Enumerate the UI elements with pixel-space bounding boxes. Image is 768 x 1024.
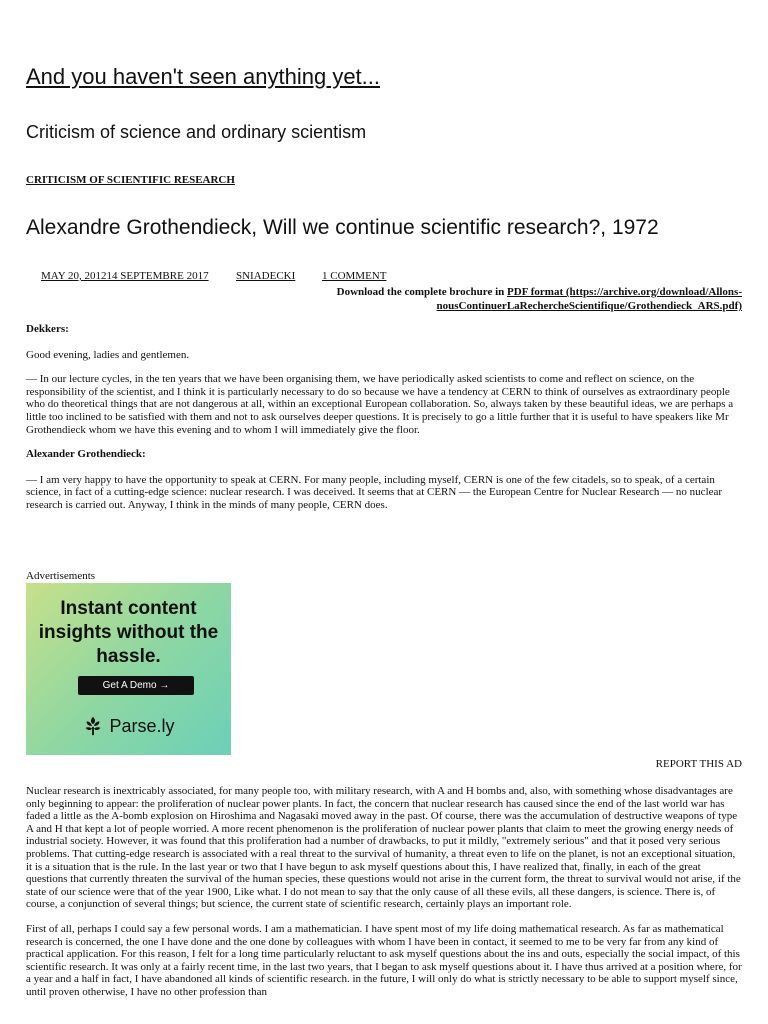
speaker-grothendieck: Alexander Grothendieck: bbox=[26, 448, 146, 461]
paragraph: — I am very happy to have the opportunity to speak at CERN. For many people, including myself, CERN is one of the few citadels, so to speak, of a certain science, in fact of a cutting-edge science: nuclear research. I was deceived. It seems that at CERN — the European Centre for Nuclear Research — no nuclear research is carried out. Anyway, I think in the minds of many people, CERN does. bbox=[26, 473, 723, 511]
paragraph: Nuclear research is inextricably associated, for many people too, with military research, with A and H bombs and, also, with something whose disadvantages are only beginning to appear: the proliferation of nuclear power plants. In fact, the concern that nuclear research has caused since the end of the last world war has faded a little as the A-bomb explosion on Hiroshima and Nagasaki moved away in the past. Of course, there was the accumulation of destructive weapons of type A and H that kept a lot of people worried. A more recent phenomenon is the proliferation of nuclear power plants that claim to meet the growing energy needs of industrial society. However, it was found that this proliferation had a number of drawbacks, to put it mildly, "extremely serious" and that it posed very serious problems. That cutting-edge research is associated with a real threat to the survival of humanity, a threat even to life on the planet, is not an exceptional situation, it is a situation that is the rule. In the last year or two that I have begun to ask myself questions about this, I have realized that, finally, in each of the great questions that currently threaten the survival of the human species, these questions would not arise in the current form, the threat to survival would not arise, if the state of our science were that of the year 1900, Like what. I do not mean to say that the only cause of all these evils, all these dangers, is science. There is, of course, a conjunction of several things; but science, the current state of scientific research, certainly plays an important role. bbox=[26, 785, 741, 911]
ad-brand: Parse.ly bbox=[109, 715, 175, 736]
post-content-top bbox=[26, 323, 742, 512]
paragraph: — In our lecture cycles, in the ten years that we have been organising them, we have periodically asked scientists to come and reflect on science, on the responsibility of the scientist, and I think it is particularly necessary to do so because we have a tendency at CERN to think of ourselves as extraordinary people who do theoretical things that are not dangerous at all, within an exceptional European collaboration. So, always taken by these beautiful ideas, we are perhaps a little too inclined to be satisfied with them and not to ask ourselves deeper questions. It is precisely to go a little further that it is useful to have speakers like Mr Grothendieck whom we have this evening and to whom I will immediately give the floor. bbox=[26, 373, 734, 436]
post-title: Alexandre Grothendieck, Will we continue scientific research?, 1972 bbox=[26, 216, 659, 239]
site-description: Criticism of science and ordinary scientism bbox=[26, 122, 367, 142]
site-title bbox=[26, 64, 380, 90]
pdf-download-link[interactable]: PDF format (https://archive.org/download/Allons-nousContinuerLaRechercheScientifique/Grothendieck_ARS.pdf) bbox=[436, 286, 742, 312]
download-notice bbox=[300, 285, 742, 313]
download-prefix: Download the complete brochure in bbox=[336, 286, 508, 298]
report-ad-link[interactable]: REPORT THIS AD bbox=[655, 758, 742, 770]
ad-label: Advertisements bbox=[26, 570, 96, 582]
ad-headline: Instant content insights without the hassle. bbox=[38, 598, 219, 667]
author-link[interactable]: SNIADECKI bbox=[236, 270, 296, 282]
parsely-leaf-icon bbox=[82, 715, 104, 737]
ad-banner[interactable] bbox=[26, 583, 231, 755]
site-title-link[interactable]: And you haven't seen anything yet... bbox=[26, 64, 380, 89]
speaker-dekkers: Dekkers: bbox=[26, 323, 69, 335]
ad-logo bbox=[26, 715, 231, 737]
comments-link[interactable]: 1 COMMENT bbox=[322, 270, 387, 282]
ad-demo-button[interactable]: Get A Demo → bbox=[78, 676, 194, 695]
post-date-link[interactable]: MAY 20, 201214 SEPTEMBRE 2017 bbox=[41, 270, 209, 282]
paragraph: Good evening, ladies and gentlemen. bbox=[26, 348, 190, 361]
category-link[interactable]: CRITICISM OF SCIENTIFIC RESEARCH bbox=[26, 174, 235, 186]
paragraph: First of all, perhaps I could say a few personal words. I am a mathematician. I have spent most of my life doing mathematical research. As far as mathematical research is concerned, the one I have done and the one done by colleagues with whom I have been in contact, it seemed to me to be very far from any kind of practical application. For this reason, I felt for a long time particularly reluctant to ask myself questions about the ins and outs, especially the social impact, of this scientific research. It was only at a fairly recent time, in the last two years, that I began to ask myself questions about it. I have thus arrived at a position where, for a year and a half in fact, I have abandoned all kinds of scientific research. in the future, I will only do what is strictly necessary to be able to support myself since, until proven otherwise, I have no other profession than bbox=[26, 922, 742, 998]
post-content-bottom bbox=[26, 785, 742, 999]
